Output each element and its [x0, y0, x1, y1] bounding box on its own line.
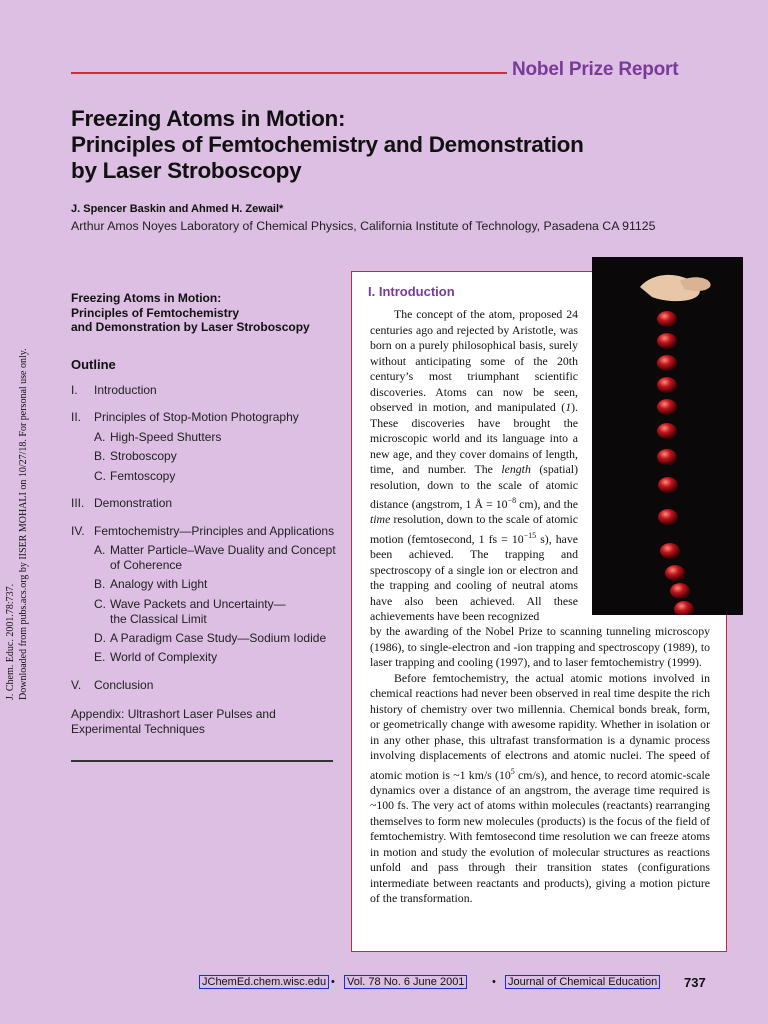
footer-journal-link[interactable] — [505, 976, 660, 988]
ball-image — [658, 509, 678, 525]
outline-box-title — [71, 291, 310, 335]
outline-subitem — [94, 543, 336, 573]
outline-number: C. — [94, 469, 106, 483]
page-number: 737 — [684, 975, 706, 990]
outline-number: III. — [71, 496, 85, 510]
intro-paragraph-1 — [370, 307, 578, 625]
ball-image — [665, 565, 685, 581]
reference-number: 1 — [565, 400, 572, 414]
outline-subitem — [94, 597, 286, 627]
outline-item — [71, 678, 153, 693]
title-line: Principles of Femtochemistry and Demonstration — [71, 132, 584, 157]
outline-label: Demonstration — [94, 496, 173, 510]
download-line: Downloaded from pubs.acs.org by IISER MOHALI on 10/27/18. For personal use only. — [18, 348, 29, 700]
outline-number: IV. — [71, 524, 85, 538]
introduction-heading: I. Introduction — [368, 284, 455, 299]
outline-number: C. — [94, 597, 106, 611]
italic-term: time — [370, 512, 391, 527]
outline-title-line: Principles of Femtochemistry — [71, 305, 240, 320]
ball-image — [674, 601, 694, 615]
outline-subitem — [94, 430, 221, 445]
outline-number: B. — [94, 449, 106, 463]
ball-image — [657, 333, 677, 349]
outline-number: A. — [94, 430, 106, 444]
falling-ball-image — [592, 257, 743, 615]
outline-subitem — [94, 577, 207, 592]
outline-label: Femtoscopy — [110, 469, 176, 483]
intro-paragraph-1-end: by the awarding of the Nobel Prize to scanning tunneling microscopy (1986), to single-electron and -ion trapping and spectroscopy (1989), to laser trapping and cooling (1997), and to laser femtochemistry (1999). — [370, 624, 710, 669]
outline-label: Stroboscopy — [110, 449, 177, 463]
website-link-text[interactable]: JChemEd.chem.wisc.edu — [199, 975, 329, 989]
exponent: −8 — [507, 496, 517, 505]
intro-paragraph-continued — [370, 624, 710, 907]
outline-label: Conclusion — [94, 678, 154, 692]
ball-image — [660, 543, 680, 559]
ball-image — [657, 355, 677, 371]
outline-number: D. — [94, 631, 106, 645]
outline-label: Principles of Stop-Motion Photography — [94, 410, 299, 424]
outline-item — [71, 410, 299, 425]
outline-subitem — [94, 650, 217, 665]
text-run: s), have been achieved. The trapping and spectroscopy of a single ion or electron and the trapping and cooling of neutral atoms have also been achieved. All these achievements have been recognized — [370, 531, 578, 624]
stroboscopic-photo — [592, 257, 743, 615]
ball-image — [658, 477, 678, 493]
affiliation: Arthur Amos Noyes Laboratory of Chemical Physics, California Institute of Technology, Pasadena CA 91125 — [71, 219, 656, 233]
outline-subitem — [94, 631, 326, 646]
outline-label: Analogy with Light — [110, 577, 208, 591]
italic-term: length — [501, 462, 531, 476]
footer-bullet: • — [331, 976, 335, 988]
outline-number: A. — [94, 543, 106, 557]
outline-number: V. — [71, 678, 82, 692]
outline-subitem — [94, 469, 175, 484]
outline-label: World of Complexity — [110, 650, 218, 664]
footer-bullet: • — [492, 976, 496, 988]
outline-item — [71, 524, 334, 539]
ball-image — [657, 423, 677, 439]
ball-image — [657, 311, 677, 327]
ball-image — [657, 399, 677, 415]
ball-sequence — [657, 311, 694, 615]
ball-image — [670, 583, 690, 599]
outline-bottom-rule — [71, 760, 333, 762]
exponent: 5 — [510, 766, 515, 776]
outline-label: A Paradigm Case Study—Sodium Iodide — [110, 631, 327, 645]
section-label: Nobel Prize Report — [512, 59, 679, 80]
outline-label: High-Speed Shutters — [110, 430, 222, 444]
outline-label: Femtochemistry—Principles and Applications — [94, 524, 335, 538]
volume-link-text[interactable]: Vol. 78 No. 6 June 2001 — [344, 975, 467, 989]
outline-label: Introduction — [94, 383, 157, 397]
header-rule — [71, 72, 507, 74]
text-run: The concept of the atom, proposed 24 centuries ago and rejected by Aristotle, was born on a purely philosophical basis, surely without anticipating some of the 20th century’s most triumphant scientific discoveries. Atoms can now be seen, observed in motion, and manipulated ( — [370, 307, 578, 414]
title-line: by Laser Stroboscopy — [71, 158, 302, 183]
outline-title-line: and Demonstration by Laser Stroboscopy — [71, 320, 310, 334]
outline-number: B. — [94, 577, 106, 591]
download-note — [4, 340, 30, 700]
text-run: resolution, down to the scale of atomic motion (femtosecond, 1 fs = 10 — [370, 512, 578, 546]
outline-subitem — [94, 449, 177, 464]
outline-item — [71, 383, 157, 398]
outline-heading: Outline — [71, 357, 116, 372]
footer-website-link[interactable] — [199, 976, 329, 988]
outline-number: E. — [94, 650, 106, 664]
authors: J. Spencer Baskin and Ahmed H. Zewail* — [71, 203, 284, 215]
text-run: cm/s), and hence, to record atomic-scale dynamics over a distance of an angstrom, the average time required is ~100 fs. The very act of atoms within molecules (reactants) rearranging themselves to form new molecules (products) is the focus of the field of femtochemistry. With femtosecond time resolution we can freeze atoms in motion and study the evolution of molecular structures as reactions unfold and pass through their transition states (configurations intermediate between reactants and products), giving a motion picture of the transformation. — [370, 767, 711, 906]
outline-label: Matter Particle–Wave Duality and Concept — [110, 543, 336, 557]
outline-label: Wave Packets and Uncertainty— — [110, 597, 286, 611]
outline-number: II. — [71, 410, 82, 424]
text-run: (spatial) resolution, down to the scale of atomic distance (angstrom, 1 Å = 10 — [370, 462, 578, 511]
citation-line: J. Chem. Educ. 2001.78:737. — [5, 583, 16, 700]
title-line: Freezing Atoms in Motion: — [71, 106, 346, 131]
ball-image — [657, 449, 677, 465]
text-run: cm), and the — [516, 496, 578, 511]
outline-title-line: Freezing Atoms in Motion: — [71, 291, 222, 305]
outline-item — [71, 496, 172, 511]
footer-volume-link[interactable] — [344, 976, 467, 988]
finger-shape — [680, 277, 711, 291]
text-run: Before femtochemistry, the actual atomic motions involved in chemical reactions had never been observed in real time despite the rich history of chemistry over two millennia. Chemical bonds break, form, or geometrically change with awesome rapidity. Whether in isolation or in any other phase, this ultrafast transformation is a dynamic process involving displacements of electrons and atomic nuclei. The speed of atomic motion is ~1 km/s (10 — [370, 670, 710, 782]
outline-number: I. — [71, 383, 78, 397]
outline-label-continuation: the Classical Limit — [110, 612, 207, 626]
article-title — [71, 106, 711, 184]
outline-appendix: Appendix: Ultrashort Laser Pulses and Experimental Techniques — [71, 707, 276, 736]
exponent: −15 — [523, 530, 537, 540]
outline-label-continuation: of Coherence — [110, 558, 183, 572]
intro-paragraph-2 — [370, 671, 710, 907]
ball-image — [657, 377, 677, 393]
journal-link-text[interactable]: Journal of Chemical Education — [505, 975, 660, 989]
text-run: ). These discoveries have brought the microscopic world and its language into a new age, and they cover domains of length, time, and number. The — [370, 400, 578, 476]
